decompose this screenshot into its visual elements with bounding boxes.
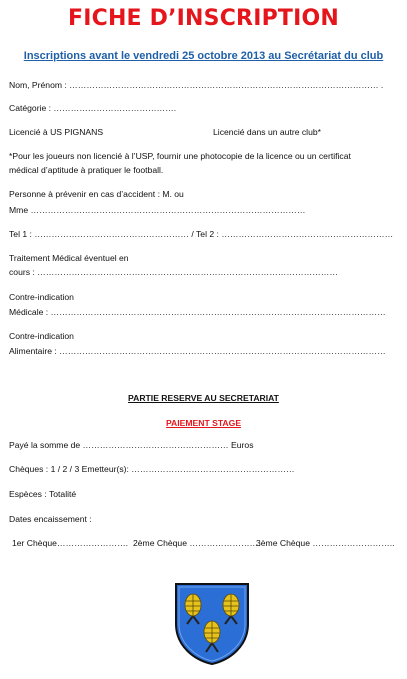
licencie-autre-option: Licencié dans un autre club* (213, 127, 321, 137)
cashing-dates-label: Dates encaissement : (9, 514, 92, 524)
coat-of-arms-icon (172, 580, 252, 666)
cheque1-field: 1er Chèque……………………. (12, 538, 129, 548)
food-contraindication-field: Alimentaire : …………………………………………………………………………………………………… (9, 346, 386, 356)
cheques-field: Chèques : 1 / 2 / 3 Emetteur(s): ………………………………………………… (9, 464, 295, 474)
page-title: FICHE D’INSCRIPTION (67, 6, 340, 31)
secretariat-heading: PARTIE RESERVE AU SECRETARIAT (128, 393, 279, 403)
cash-field: Espèces : Totalité (9, 489, 77, 499)
registration-deadline: Inscriptions avant le vendredi 25 octobre 2013 au Secrétariat du club (23, 50, 384, 62)
licencie-usp-option: Licencié à US PIGNANS (9, 127, 104, 137)
categorie-field: Catégorie : ……………………………………. (9, 103, 177, 113)
license-note-line2: médical d’aptitude à pratiquer le football. (9, 165, 164, 175)
cheque3-field: 3ème Chèque ……………………….. (256, 538, 395, 548)
telephone-field: Tel 1 : ……………………………………………… / Tel 2 : …………………………………………………… (9, 229, 394, 239)
treatment-field: cours : …………………………………………………………………………………………… (9, 267, 338, 277)
payment-heading: PAIEMENT STAGE (165, 418, 242, 428)
medical-contraindication-label: Contre-indication (9, 292, 74, 302)
emergency-contact-label: Personne à prévenir en cas d’accident : M. ou (9, 189, 184, 199)
food-contraindication-label: Contre-indication (9, 331, 74, 341)
cheque2-field: 2ème Chèque ……………………. (133, 538, 261, 548)
nom-prenom-field: Nom, Prénom : ……………………………………………………………………………………………… . (9, 80, 384, 90)
medical-contraindication-field: Médicale : ……………………………………………………………………………………………………… (9, 307, 386, 317)
emergency-contact-field: Mme …………………………………………………………………………………… (9, 205, 306, 215)
treatment-label: Traitement Médical éventuel en (9, 253, 129, 263)
license-note-line1: *Pour les joueurs non licencié à l’USP, fournir une photocopie de la licence ou un certificat (9, 151, 351, 161)
amount-paid-field: Payé la somme de …………………………………………… Euros (9, 440, 254, 450)
